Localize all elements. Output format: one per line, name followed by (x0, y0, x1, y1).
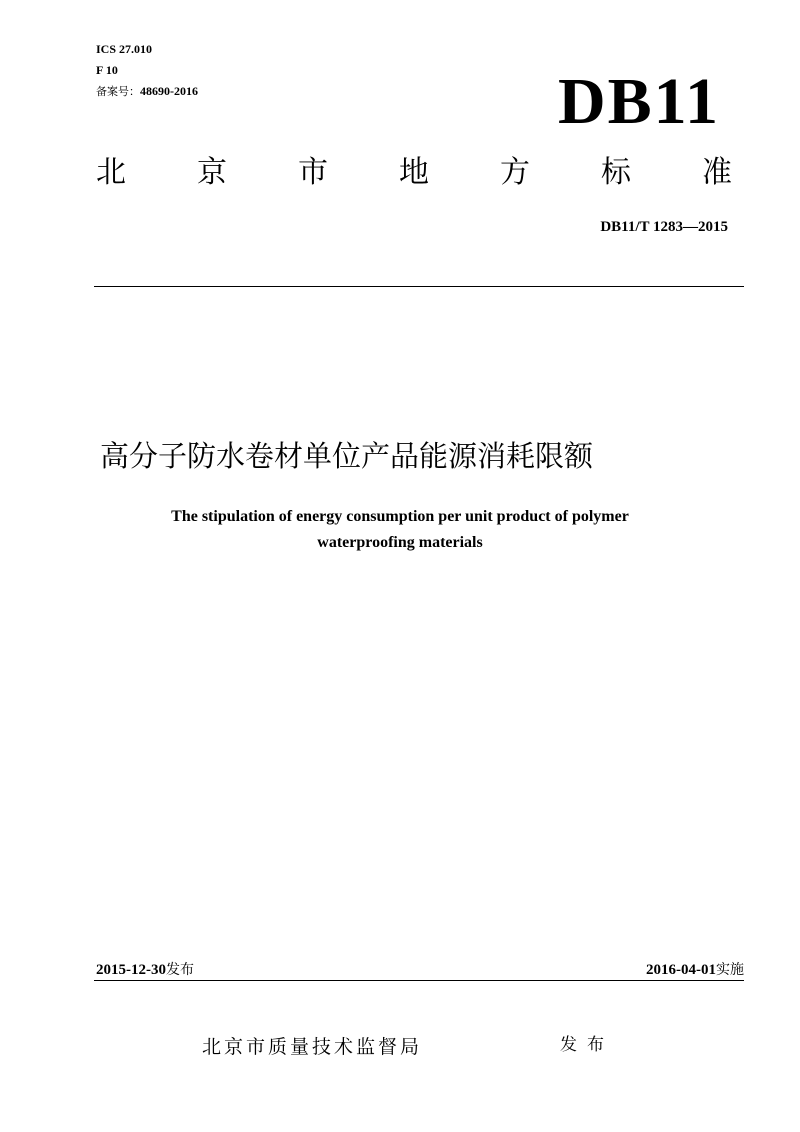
release-date-line (96, 960, 194, 980)
standard-type-char: 准 (702, 155, 732, 190)
filing-number-line (96, 84, 198, 99)
standard-type-char: 北 (96, 155, 126, 190)
ccs-code: F 10 (96, 63, 118, 77)
standard-type-char: 方 (500, 155, 530, 190)
bottom-divider (94, 980, 744, 981)
ics-code: ICS 27.010 (96, 42, 153, 56)
document-title-cn: 高分子防水卷材单位产品能源消耗限额 (100, 439, 594, 473)
standard-number: DB11/T 1283—2015 (600, 219, 728, 235)
filing-label: 备案号： (96, 85, 140, 98)
top-divider (94, 286, 744, 287)
standard-type-char: 标 (601, 155, 631, 190)
db11-logo: DB11 (557, 65, 720, 138)
standard-type-char: 京 (197, 155, 227, 190)
standard-type-char: 市 (298, 155, 328, 190)
standard-type-char: 地 (399, 155, 429, 190)
implement-label: 实施 (716, 962, 744, 978)
document-title-en-line2: waterproofing materials (317, 534, 483, 551)
standard-type-heading (96, 153, 732, 193)
release-date: 2015-12-30 (96, 962, 166, 978)
issue-action: 发布 (560, 1035, 614, 1055)
implement-date-line (646, 960, 744, 980)
filing-number: 48690-2016 (140, 84, 198, 98)
issuing-authority: 北京市质量技术监督局 (202, 1036, 423, 1058)
implement-date: 2016-04-01 (646, 962, 716, 978)
document-title-en-line1: The stipulation of energy consumption per unit product of polymer (171, 508, 629, 525)
release-label: 发布 (166, 962, 194, 978)
